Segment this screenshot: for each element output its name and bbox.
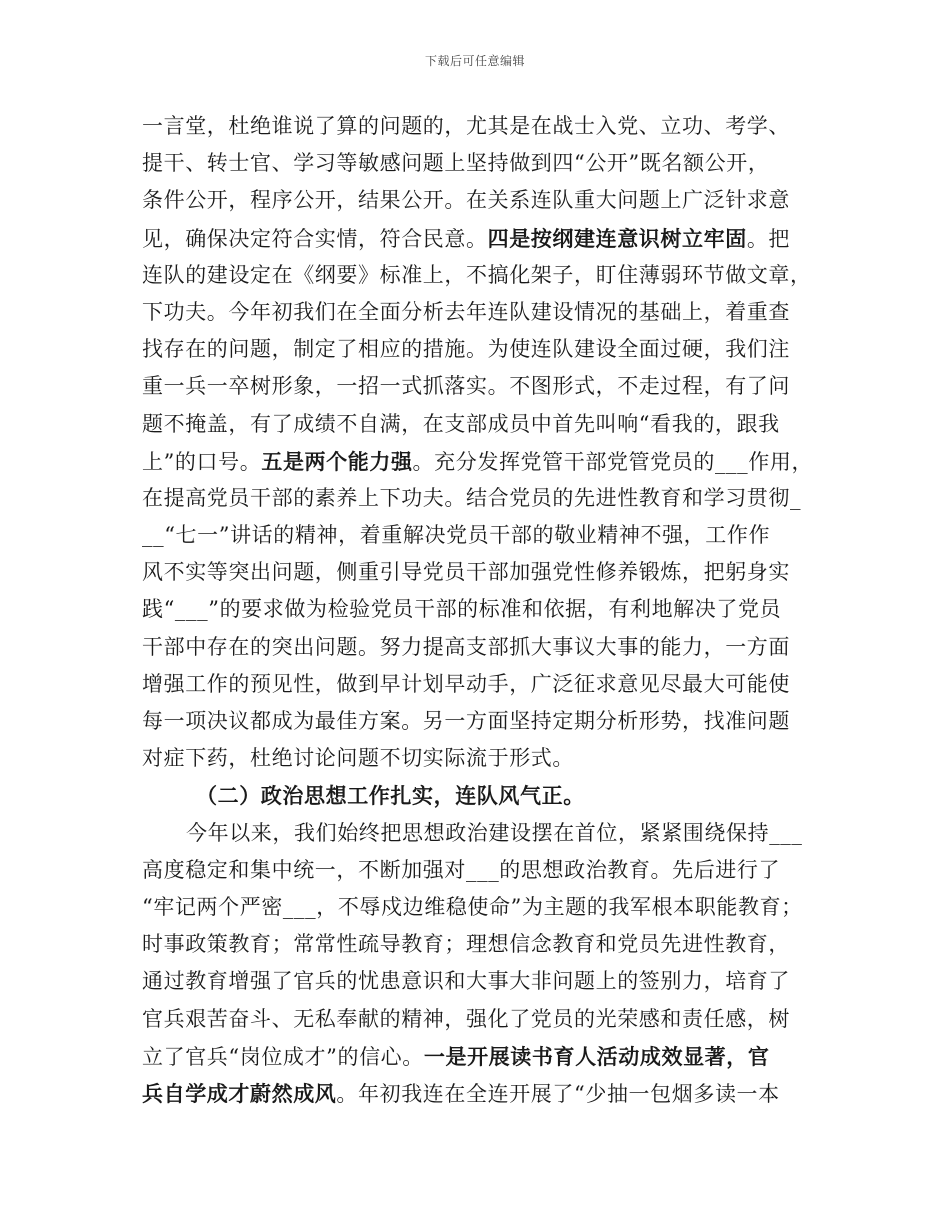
text-line (142, 108, 822, 145)
text-run: 重一兵一卒树形象，一招一式抓落实。不图形式，不走过程，有了问 (142, 374, 790, 399)
text-run: 连队的建设定在《纲要》标准上，不搞化架子，盯住薄弱环节做文章， (142, 262, 812, 287)
text-line (142, 145, 822, 182)
page-header: 下载后可任意编辑 (424, 54, 525, 68)
text-line (142, 331, 822, 368)
text-line (142, 1001, 822, 1038)
text-line (142, 406, 822, 443)
text-run: 通过教育增强了官兵的忧患意识和大事大非问题上的签别力，培育了 (142, 969, 790, 994)
text-run: 上”的口号。 (142, 449, 262, 474)
text-run: 下功夫。今年初我们在全面分析去年连队建设情况的基础上，着重查 (142, 299, 790, 324)
text-line (142, 740, 822, 777)
text-run: 找存在的问题，制定了相应的措施。为使连队建设全面过硬，我们注 (142, 337, 790, 362)
text-run: 官兵艰苦奋斗、无私奉献的精神，强化了党员的光荣感和责任感，树 (142, 1006, 790, 1031)
bold-text-run: 一是开展读书育人活动成效显著，官 (423, 1043, 770, 1069)
text-line (142, 926, 822, 963)
text-line (142, 815, 822, 852)
text-line (142, 591, 822, 628)
text-line (142, 554, 822, 591)
text-line (142, 257, 822, 294)
text-run: __“七一”讲话的精神，着重解决党员干部的敬业精神不强，工作作 (142, 523, 771, 548)
bold-text-run: （二）政治思想工作扎实，连队风气正。 (196, 783, 585, 809)
body-text (142, 108, 822, 1112)
text-line (142, 852, 822, 889)
text-run: 时事政策教育；常常性疏导教育；理想信念教育和党员先进性教育， (142, 932, 790, 957)
text-run: 风不实等突出问题，侧重引导党员干部加强党性修养锻炼，把躬身实 (142, 560, 790, 585)
text-run: 立了官兵“岗位成才”的信心。 (142, 1044, 424, 1069)
text-run: 干部中存在的突出问题。努力提高支部抓大事议大事的能力，一方面 (142, 634, 790, 659)
text-line (142, 703, 822, 740)
text-run: 条件公开，程序公开，结果公开。在关系连队重大问题上广泛针求意 (142, 188, 790, 213)
text-run: 增强工作的预见性，做到早计划早动手，广泛征求意见尽最大可能使 (142, 671, 790, 696)
text-line (142, 443, 822, 480)
bold-text-run: 四是按纲建连意识树立牢固 (487, 225, 747, 251)
text-line (142, 629, 822, 666)
text-run: 。把 (746, 226, 791, 251)
text-run: 今年以来，我们始终把思想政治建设摆在首位，紧紧围绕保持___ (186, 820, 803, 845)
text-line (142, 182, 822, 219)
text-line (142, 963, 822, 1000)
text-line (142, 666, 822, 703)
text-run: 一言堂，杜绝谁说了算的问题的，尤其是在战士入党、立功、考学、 (142, 114, 790, 138)
text-line (142, 1038, 822, 1075)
text-run: 对症下药，杜绝讨论问题不切实际流于形式。 (142, 746, 574, 771)
text-run: “牢记两个严密___，不辱戍边维稳使命”为主题的我军根本职能教育； (142, 894, 803, 919)
text-line (142, 480, 822, 517)
section-heading (142, 777, 822, 814)
text-line (142, 889, 822, 926)
text-run: 每一项决议都成为最佳方案。另一方面坚持定期分析形势，找准问题 (142, 709, 790, 733)
text-run: 题不掩盖，有了成绩不自满，在支部成员中首先叫响“看我的，跟我 (142, 411, 780, 436)
text-run: 践“___”的要求做为检验党员干部的标准和依据，有利地解决了党员 (142, 597, 782, 622)
text-line (142, 1075, 822, 1112)
bold-text-run: 兵自学成才蔚然成风 (142, 1080, 337, 1106)
text-run: 。年初我连在全连开展了“少抽一包烟多读一本 (336, 1081, 780, 1106)
text-run: 高度稳定和集中统一，不断加强对___的思想政治教育。先后进行了 (142, 857, 781, 882)
text-line (142, 294, 822, 331)
text-run: 在提高党员干部的素养上下功夫。结合党员的先进性教育和学习贯彻_ (142, 485, 802, 510)
text-run: 提干、转士官、学习等敏感问题上坚持做到四“公开”既名额公开， (142, 151, 770, 176)
text-line (142, 517, 822, 554)
text-line (142, 220, 822, 257)
bold-text-run: 五是两个能力强 (261, 448, 413, 474)
text-line (142, 368, 822, 405)
text-run: 。充分发挥党管干部党管党员的___作用， (412, 449, 814, 474)
text-run: 见，确保决定符合实情，符合民意。 (142, 226, 488, 251)
